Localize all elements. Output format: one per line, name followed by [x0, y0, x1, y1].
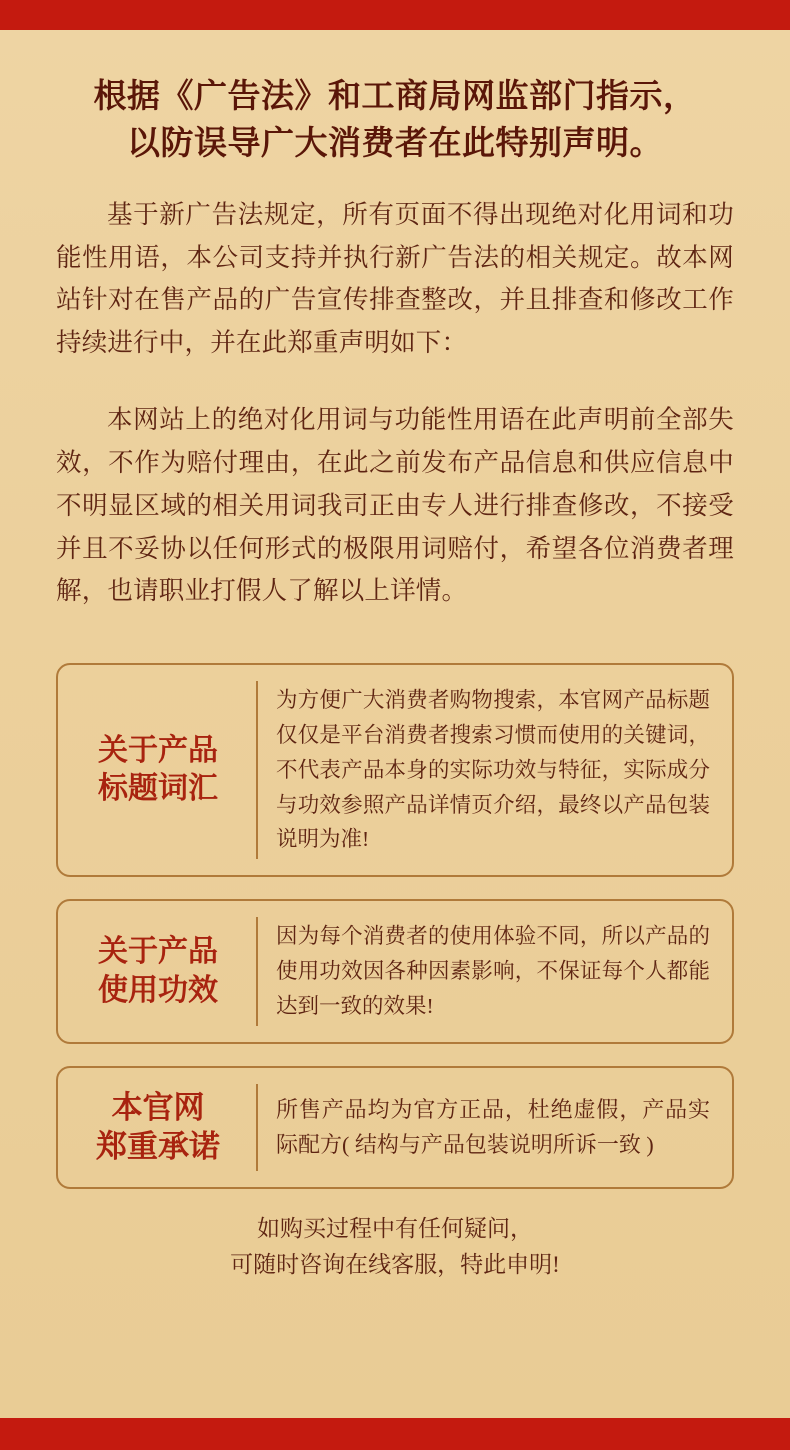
statement-card — [56, 899, 734, 1043]
statement-paragraph-2: 本网站上的绝对化用词与功能性用语在此声明前全部失效，不作为赔付理由，在此之前发布产品信息和供应信息中不明显区域的相关用词我司正由专人进行排查修改，不接受并且不妥协以任何形式的极限用词赔付，希望各位消费者理解，也请职业打假人了解以上详情。 — [56, 405, 734, 606]
footer-note — [56, 1211, 734, 1282]
footer-line-1: 如购买过程中有任何疑问， — [257, 1216, 533, 1242]
card-label-line-2: 使用功效 — [98, 973, 218, 1007]
page-title — [56, 74, 734, 168]
card-label-line-1: 本官网 — [111, 1089, 205, 1125]
card-label-line-1: 关于产品 — [98, 935, 218, 969]
page-title-line-1: 根据《广告法》和工商局网监部门指示， — [93, 79, 697, 115]
card-body-text: 所售产品均为官方正品，杜绝虚假，产品实际配方( 结构与产品包装说明所诉一致 ) — [276, 1096, 710, 1158]
statement-panel — [0, 30, 790, 1418]
card-label-line-2: 标题词汇 — [98, 772, 218, 806]
card-label — [66, 917, 258, 1025]
card-body-text: 因为每个消费者的使用体验不同，所以产品的使用功效因各种因素影响，不保证每个人都能达到一致的效果! — [276, 924, 710, 1018]
card-label — [66, 681, 258, 859]
card-label-line-1: 关于产品 — [98, 733, 218, 767]
statement-card — [56, 1066, 734, 1189]
statement-card — [56, 663, 734, 877]
footer-line-2: 可随时咨询在线客服，特此申明! — [230, 1251, 560, 1277]
card-label-line-2: 郑重承诺 — [96, 1129, 220, 1165]
card-body-text: 为方便广大消费者购物搜索，本官网产品标题仅仅是平台消费者搜索习惯而使用的关键词，不代表产品本身的实际功效与特征，实际成分与功效参照产品详情页介绍，最终以产品包装说明为准! — [276, 688, 710, 852]
statement-card-list — [56, 663, 734, 1189]
statement-paragraph-1: 基于新广告法规定，所有页面不得出现绝对化用词和功能性用语，本公司支持并执行新广告法的相关规定。故本网站针对在售产品的广告宣传排查整改，并且排查和修改工作持续进行中，并在此郑重声明如下： — [56, 199, 734, 358]
page-title-line-2: 以防误导广大消费者在此特别声明。 — [127, 125, 663, 162]
card-label — [66, 1084, 258, 1171]
